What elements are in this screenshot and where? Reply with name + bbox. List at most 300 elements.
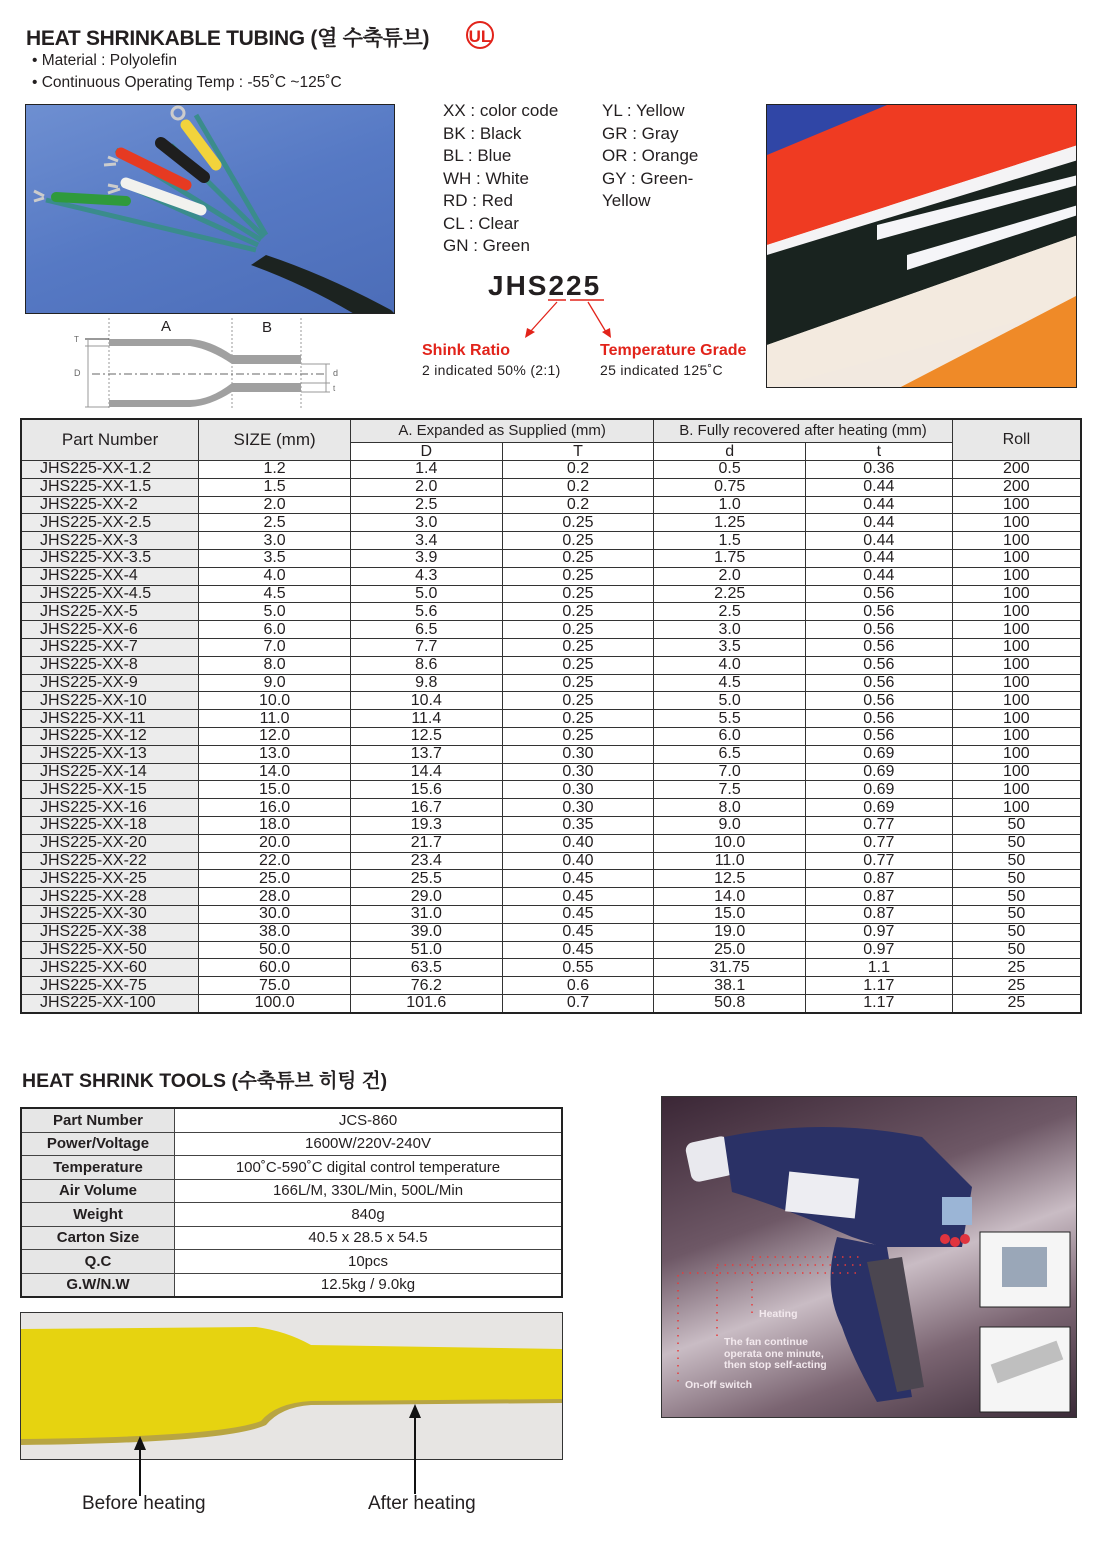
expanded-D-cell: 13.7 <box>350 745 502 763</box>
recovered-t-cell: 0.56 <box>806 710 953 728</box>
expanded-T-cell: 0.30 <box>502 745 654 763</box>
size-cell: 13.0 <box>199 745 351 763</box>
roll-cell: 100 <box>952 496 1081 514</box>
size-cell: 30.0 <box>199 905 351 923</box>
expanded-D-cell: 11.4 <box>350 710 502 728</box>
expanded-T-cell: 0.6 <box>502 977 654 995</box>
expanded-D-cell: 39.0 <box>350 923 502 941</box>
expanded-T-cell: 0.30 <box>502 799 654 817</box>
tools-spec-label: Temperature <box>21 1156 175 1180</box>
expanded-T-cell: 0.40 <box>502 834 654 852</box>
tools-spec-value: 40.5 x 28.5 x 54.5 <box>175 1226 563 1250</box>
recovered-d-cell: 14.0 <box>654 888 806 906</box>
recovered-d-cell: 1.75 <box>654 549 806 567</box>
recovered-d-cell: 2.5 <box>654 603 806 621</box>
size-cell: 3.0 <box>199 532 351 550</box>
recovered-t-cell: 1.17 <box>806 994 953 1012</box>
fan-note-line: then stop self-acting <box>724 1359 827 1371</box>
expanded-T-cell: 0.25 <box>502 603 654 621</box>
color-code-item: OR : Orange <box>602 146 699 165</box>
table-row <box>21 478 1081 496</box>
recovered-t-cell: 0.56 <box>806 727 953 745</box>
recovered-d-cell: 31.75 <box>654 959 806 977</box>
size-cell: 6.0 <box>199 621 351 639</box>
size-cell: 3.5 <box>199 549 351 567</box>
diagram-label-t: t <box>333 384 336 393</box>
roll-cell: 50 <box>952 923 1081 941</box>
recovered-t-cell: 0.44 <box>806 496 953 514</box>
expanded-D-cell: 6.5 <box>350 621 502 639</box>
recovered-t-cell: 0.69 <box>806 745 953 763</box>
expanded-D-cell: 76.2 <box>350 977 502 995</box>
color-code-list-left <box>443 100 558 258</box>
roll-cell: 25 <box>952 959 1081 977</box>
roll-cell: 100 <box>952 638 1081 656</box>
recovered-t-cell: 0.56 <box>806 621 953 639</box>
table-row <box>21 532 1081 550</box>
roll-cell: 100 <box>952 567 1081 585</box>
roll-cell: 50 <box>952 870 1081 888</box>
size-cell: 1.2 <box>199 461 351 479</box>
page-title: HEAT SHRINKABLE TUBING (열 수축튜브) <box>26 27 430 50</box>
recovered-t-cell: 0.97 <box>806 923 953 941</box>
tools-spec-value: 840g <box>175 1203 563 1227</box>
expanded-D-cell: 3.4 <box>350 532 502 550</box>
expanded-T-cell: 0.7 <box>502 994 654 1012</box>
part-number-cell: JHS225-XX-75 <box>21 977 199 995</box>
size-cell: 15.0 <box>199 781 351 799</box>
diagram-label-b: B <box>262 319 273 336</box>
tools-spec-label: Weight <box>21 1203 175 1227</box>
after-heating-caption: After heating <box>368 1493 476 1514</box>
roll-cell: 50 <box>952 905 1081 923</box>
header-d: d <box>654 443 806 461</box>
recovered-d-cell: 12.5 <box>654 870 806 888</box>
roll-cell: 100 <box>952 727 1081 745</box>
expanded-D-cell: 63.5 <box>350 959 502 977</box>
part-number-cell: JHS225-XX-100 <box>21 994 199 1012</box>
expanded-T-cell: 0.25 <box>502 656 654 674</box>
roll-cell: 50 <box>952 941 1081 959</box>
table-row <box>21 567 1081 585</box>
recovered-t-cell: 0.87 <box>806 870 953 888</box>
recovered-d-cell: 4.0 <box>654 656 806 674</box>
part-number-cell: JHS225-XX-1.5 <box>21 478 199 496</box>
expanded-T-cell: 0.45 <box>502 870 654 888</box>
size-cell: 9.0 <box>199 674 351 692</box>
shrink-ratio-label: Shink Ratio <box>422 342 511 359</box>
table-row <box>21 727 1081 745</box>
expanded-T-cell: 0.25 <box>502 710 654 728</box>
tubing-closeup-photo <box>766 104 1077 388</box>
tools-spec-label: Air Volume <box>21 1179 175 1203</box>
expanded-D-cell: 2.0 <box>350 478 502 496</box>
recovered-d-cell: 5.0 <box>654 692 806 710</box>
tools-spec-value: JCS-860 <box>175 1108 563 1132</box>
expanded-T-cell: 0.25 <box>502 621 654 639</box>
recovered-d-cell: 2.0 <box>654 567 806 585</box>
table-row <box>21 621 1081 639</box>
color-code-item: CL : Clear <box>443 213 519 233</box>
table-row <box>21 638 1081 656</box>
size-cell: 100.0 <box>199 994 351 1012</box>
expanded-T-cell: 0.2 <box>502 496 654 514</box>
recovered-d-cell: 4.5 <box>654 674 806 692</box>
table-row <box>21 870 1081 888</box>
recovered-t-cell: 0.69 <box>806 781 953 799</box>
expanded-T-cell: 0.45 <box>502 923 654 941</box>
roll-cell: 100 <box>952 692 1081 710</box>
recovered-t-cell: 0.56 <box>806 656 953 674</box>
color-code-item: BK : Black <box>443 123 522 143</box>
expanded-T-cell: 0.35 <box>502 816 654 834</box>
part-number-cell: JHS225-XX-18 <box>21 816 199 834</box>
recovered-d-cell: 1.0 <box>654 496 806 514</box>
part-number-cell: JHS225-XX-2.5 <box>21 514 199 532</box>
expanded-T-cell: 0.25 <box>502 549 654 567</box>
tools-row <box>21 1273 562 1297</box>
table-row <box>21 710 1081 728</box>
table-row <box>21 888 1081 906</box>
part-number-cell: JHS225-XX-28 <box>21 888 199 906</box>
expanded-T-cell: 0.25 <box>502 727 654 745</box>
table-row <box>21 549 1081 567</box>
terminals-illustration <box>26 105 395 314</box>
roll-cell: 100 <box>952 763 1081 781</box>
expanded-D-cell: 10.4 <box>350 692 502 710</box>
shrink-ratio-desc: 2 indicated 50% (2:1) <box>422 362 561 378</box>
tools-row <box>21 1203 562 1227</box>
header-D: D <box>350 443 502 461</box>
table-row <box>21 763 1081 781</box>
recovered-t-cell: 0.56 <box>806 674 953 692</box>
dimension-diagram <box>40 318 360 410</box>
expanded-T-cell: 0.25 <box>502 585 654 603</box>
ul-certification-logo: UL <box>466 21 494 49</box>
recovered-t-cell: 0.77 <box>806 834 953 852</box>
part-number-cell: JHS225-XX-25 <box>21 870 199 888</box>
color-code-item: GR : Gray <box>602 123 679 143</box>
recovered-d-cell: 0.75 <box>654 478 806 496</box>
tools-spec-label: Q.C <box>21 1250 175 1274</box>
table-row <box>21 816 1081 834</box>
roll-cell: 25 <box>952 994 1081 1012</box>
table-row <box>21 674 1081 692</box>
table-row <box>21 496 1081 514</box>
tools-row <box>21 1250 562 1274</box>
expanded-T-cell: 0.25 <box>502 532 654 550</box>
expanded-D-cell: 101.6 <box>350 994 502 1012</box>
recovered-t-cell: 0.44 <box>806 532 953 550</box>
part-number-cell: JHS225-XX-6 <box>21 621 199 639</box>
size-cell: 12.0 <box>199 727 351 745</box>
expanded-T-cell: 0.25 <box>502 638 654 656</box>
expanded-D-cell: 12.5 <box>350 727 502 745</box>
table-row <box>21 959 1081 977</box>
expanded-T-cell: 0.45 <box>502 941 654 959</box>
recovered-d-cell: 2.25 <box>654 585 806 603</box>
roll-cell: 100 <box>952 514 1081 532</box>
tubing-illustration <box>767 105 1077 388</box>
part-number-cell: JHS225-XX-13 <box>21 745 199 763</box>
size-cell: 18.0 <box>199 816 351 834</box>
size-cell: 75.0 <box>199 977 351 995</box>
expanded-D-cell: 7.7 <box>350 638 502 656</box>
part-number-cell: JHS225-XX-5 <box>21 603 199 621</box>
tools-spec-label: G.W/N.W <box>21 1273 175 1297</box>
roll-cell: 100 <box>952 781 1081 799</box>
recovered-t-cell: 0.56 <box>806 638 953 656</box>
roll-cell: 100 <box>952 621 1081 639</box>
recovered-d-cell: 3.0 <box>654 621 806 639</box>
expanded-D-cell: 31.0 <box>350 905 502 923</box>
recovered-d-cell: 15.0 <box>654 905 806 923</box>
header-roll: Roll <box>952 419 1081 461</box>
recovered-d-cell: 38.1 <box>654 977 806 995</box>
recovered-d-cell: 19.0 <box>654 923 806 941</box>
expanded-T-cell: 0.25 <box>502 514 654 532</box>
size-cell: 2.5 <box>199 514 351 532</box>
expanded-D-cell: 4.3 <box>350 567 502 585</box>
expanded-D-cell: 5.6 <box>350 603 502 621</box>
color-code-item: YL : Yellow <box>602 101 685 120</box>
table-row <box>21 745 1081 763</box>
recovered-d-cell: 11.0 <box>654 852 806 870</box>
material-bullet: • Material : Polyolefin <box>32 52 177 69</box>
roll-cell: 50 <box>952 834 1081 852</box>
diagram-label-T: T <box>74 335 79 344</box>
roll-cell: 200 <box>952 478 1081 496</box>
recovered-d-cell: 6.5 <box>654 745 806 763</box>
size-cell: 2.0 <box>199 496 351 514</box>
part-number-cell: JHS225-XX-60 <box>21 959 199 977</box>
recovered-d-cell: 25.0 <box>654 941 806 959</box>
table-row <box>21 852 1081 870</box>
size-cell: 7.0 <box>199 638 351 656</box>
part-number-cell: JHS225-XX-38 <box>21 923 199 941</box>
table-row <box>21 941 1081 959</box>
roll-cell: 50 <box>952 888 1081 906</box>
expanded-D-cell: 14.4 <box>350 763 502 781</box>
expanded-D-cell: 19.3 <box>350 816 502 834</box>
size-cell: 28.0 <box>199 888 351 906</box>
tools-spec-table <box>20 1107 563 1298</box>
recovered-d-cell: 1.25 <box>654 514 806 532</box>
table-row <box>21 603 1081 621</box>
header-expanded: A. Expanded as Supplied (mm) <box>350 419 653 443</box>
terminals-photo <box>25 104 395 314</box>
expanded-D-cell: 5.0 <box>350 585 502 603</box>
part-number-cell: JHS225-XX-4.5 <box>21 585 199 603</box>
expanded-D-cell: 1.4 <box>350 461 502 479</box>
part-number-cell: JHS225-XX-22 <box>21 852 199 870</box>
recovered-t-cell: 0.97 <box>806 941 953 959</box>
size-cell: 11.0 <box>199 710 351 728</box>
part-number-cell: JHS225-XX-16 <box>21 799 199 817</box>
yellow-tube-photo <box>20 1312 563 1460</box>
recovered-d-cell: 3.5 <box>654 638 806 656</box>
expanded-D-cell: 15.6 <box>350 781 502 799</box>
tools-spec-value: 10pcs <box>175 1250 563 1274</box>
size-cell: 8.0 <box>199 656 351 674</box>
part-number-cell: JHS225-XX-50 <box>21 941 199 959</box>
tools-row <box>21 1179 562 1203</box>
heat-gun-photo <box>661 1096 1077 1418</box>
temperature-grade-desc: 25 indicated 125˚C <box>600 362 723 378</box>
size-cell: 4.5 <box>199 585 351 603</box>
expanded-D-cell: 21.7 <box>350 834 502 852</box>
size-cell: 50.0 <box>199 941 351 959</box>
tools-spec-label: Part Number <box>21 1108 175 1132</box>
roll-cell: 100 <box>952 710 1081 728</box>
table-row <box>21 977 1081 995</box>
fan-note-line: The fan continue <box>724 1336 808 1348</box>
roll-cell: 100 <box>952 603 1081 621</box>
expanded-T-cell: 0.2 <box>502 461 654 479</box>
tools-row <box>21 1156 562 1180</box>
recovered-t-cell: 1.17 <box>806 977 953 995</box>
expanded-T-cell: 0.45 <box>502 888 654 906</box>
temp-bullet: • Continuous Operating Temp : -55˚C ~125˚C <box>32 74 342 91</box>
color-code-item: RD : Red <box>443 191 513 210</box>
recovered-d-cell: 0.5 <box>654 461 806 479</box>
expanded-T-cell: 0.2 <box>502 478 654 496</box>
size-cell: 60.0 <box>199 959 351 977</box>
table-row <box>21 905 1081 923</box>
recovered-t-cell: 0.56 <box>806 603 953 621</box>
expanded-T-cell: 0.30 <box>502 781 654 799</box>
part-number-cell: JHS225-XX-8 <box>21 656 199 674</box>
roll-cell: 200 <box>952 461 1081 479</box>
color-code-item: BL : Blue <box>443 146 512 165</box>
table-row <box>21 585 1081 603</box>
before-arrow-icon <box>130 1436 150 1496</box>
diagram-label-D: D <box>74 368 81 378</box>
spec-table <box>20 418 1082 1014</box>
recovered-t-cell: 0.77 <box>806 852 953 870</box>
expanded-D-cell: 9.8 <box>350 674 502 692</box>
diagram-label-d: d <box>333 368 339 378</box>
heating-note: Heating <box>759 1308 798 1320</box>
roll-cell: 100 <box>952 674 1081 692</box>
tools-spec-value: 1600W/220V-240V <box>175 1132 563 1156</box>
part-number-cell: JHS225-XX-14 <box>21 763 199 781</box>
table-row <box>21 692 1081 710</box>
table-row <box>21 514 1081 532</box>
tools-row <box>21 1108 562 1132</box>
header-size: SIZE (mm) <box>199 419 351 461</box>
header-t: t <box>806 443 953 461</box>
tools-title: HEAT SHRINK TOOLS (수축튜브 히팅 건) <box>22 1070 388 1092</box>
color-code-list-right <box>602 100 698 213</box>
expanded-T-cell: 0.25 <box>502 567 654 585</box>
recovered-t-cell: 0.44 <box>806 514 953 532</box>
expanded-D-cell: 25.5 <box>350 870 502 888</box>
table-row <box>21 994 1081 1012</box>
recovered-d-cell: 8.0 <box>654 799 806 817</box>
part-number-cell: JHS225-XX-30 <box>21 905 199 923</box>
expanded-D-cell: 23.4 <box>350 852 502 870</box>
roll-cell: 50 <box>952 852 1081 870</box>
fan-note <box>724 1337 827 1372</box>
size-cell: 22.0 <box>199 852 351 870</box>
table-row <box>21 834 1081 852</box>
expanded-T-cell: 0.30 <box>502 763 654 781</box>
header-T: T <box>502 443 654 461</box>
recovered-t-cell: 0.44 <box>806 567 953 585</box>
color-code-item: GN : Green <box>443 236 530 255</box>
recovered-d-cell: 9.0 <box>654 816 806 834</box>
part-number-cell: JHS225-XX-10 <box>21 692 199 710</box>
expanded-D-cell: 8.6 <box>350 656 502 674</box>
size-cell: 25.0 <box>199 870 351 888</box>
before-heating-caption: Before heating <box>82 1493 206 1514</box>
recovered-t-cell: 0.87 <box>806 905 953 923</box>
expanded-D-cell: 29.0 <box>350 888 502 906</box>
expanded-D-cell: 3.9 <box>350 549 502 567</box>
color-code-item: Yellow <box>602 191 651 210</box>
table-row <box>21 799 1081 817</box>
fan-note-line: operata one minute, <box>724 1347 824 1360</box>
expanded-D-cell: 3.0 <box>350 514 502 532</box>
size-cell: 1.5 <box>199 478 351 496</box>
roll-cell: 100 <box>952 585 1081 603</box>
recovered-d-cell: 7.5 <box>654 781 806 799</box>
header-part-number: Part Number <box>21 419 199 461</box>
color-code-item: WH : White <box>443 168 529 188</box>
roll-cell: 100 <box>952 745 1081 763</box>
tools-spec-label: Carton Size <box>21 1226 175 1250</box>
after-arrow-icon <box>405 1404 425 1494</box>
model-code: JHS225 <box>488 270 602 301</box>
recovered-d-cell: 5.5 <box>654 710 806 728</box>
roll-cell: 100 <box>952 549 1081 567</box>
expanded-T-cell: 0.25 <box>502 674 654 692</box>
size-cell: 14.0 <box>199 763 351 781</box>
size-cell: 4.0 <box>199 567 351 585</box>
expanded-D-cell: 51.0 <box>350 941 502 959</box>
tools-spec-value: 100˚C-590˚C digital control temperature <box>175 1156 563 1180</box>
recovered-t-cell: 1.1 <box>806 959 953 977</box>
part-number-cell: JHS225-XX-11 <box>21 710 199 728</box>
color-code-item: XX : color code <box>443 101 559 120</box>
recovered-d-cell: 50.8 <box>654 994 806 1012</box>
size-cell: 5.0 <box>199 603 351 621</box>
diagram-label-a: A <box>161 318 172 335</box>
tools-spec-value: 166L/M, 330L/Min, 500L/Min <box>175 1179 563 1203</box>
part-number-cell: JHS225-XX-3 <box>21 532 199 550</box>
roll-cell: 100 <box>952 799 1081 817</box>
roll-cell: 100 <box>952 656 1081 674</box>
header-recovered: B. Fully recovered after heating (mm) <box>654 419 952 443</box>
tools-spec-value: 12.5kg / 9.0kg <box>175 1273 563 1297</box>
recovered-t-cell: 0.69 <box>806 763 953 781</box>
recovered-t-cell: 0.56 <box>806 692 953 710</box>
part-number-cell: JHS225-XX-12 <box>21 727 199 745</box>
recovered-t-cell: 0.69 <box>806 799 953 817</box>
size-cell: 38.0 <box>199 923 351 941</box>
part-number-cell: JHS225-XX-7 <box>21 638 199 656</box>
recovered-t-cell: 0.87 <box>806 888 953 906</box>
expanded-D-cell: 16.7 <box>350 799 502 817</box>
part-number-cell: JHS225-XX-1.2 <box>21 461 199 479</box>
table-row <box>21 461 1081 479</box>
yellow-tube-illustration <box>21 1313 563 1460</box>
part-number-cell: JHS225-XX-20 <box>21 834 199 852</box>
size-cell: 20.0 <box>199 834 351 852</box>
recovered-t-cell: 0.77 <box>806 816 953 834</box>
table-row <box>21 781 1081 799</box>
